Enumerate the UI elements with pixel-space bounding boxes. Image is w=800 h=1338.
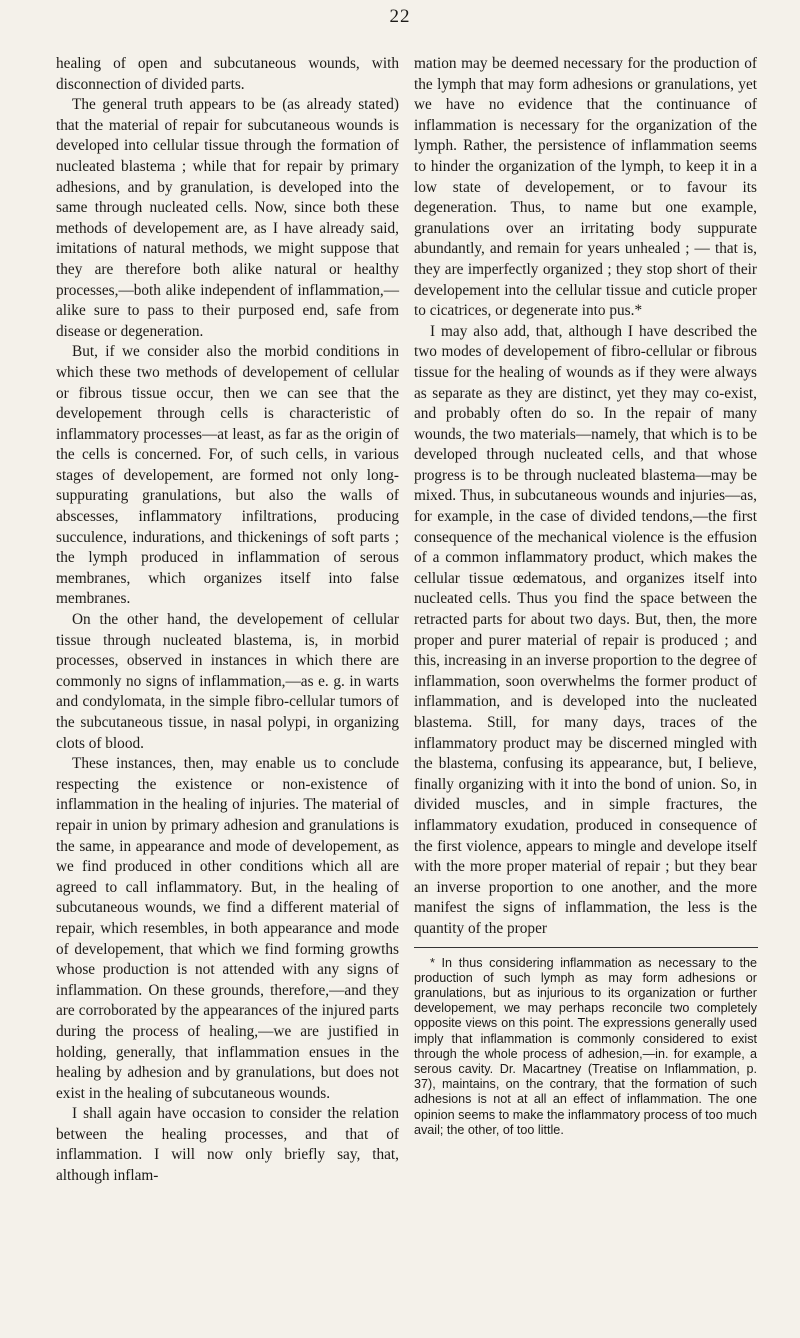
paragraph: On the other hand, the developement of cellular tissue through nucleated blastema, is, in morbid processes, observed in instances in which there are commonly no signs of inflammation,—as e. g. in warts and condylomata, in the simple fibro-cellular tumors of the subcutaneous tissue, in nasal polypi, in organizing clots of blood. [56,611,399,752]
footnote-divider [414,947,758,948]
paragraph: I may also add, that, although I have described the two modes of developement of fibro-cellular or fibrous tissue for the healing of wounds as if they were always as separate as they are distinct, yet they may co-exist, and probably often do so. In the repair of many wounds, the two materials—namely, that which is to be developed through nucleated cells, and that whose progress is to be through nucleated blastema—may be mixed. Thus, in subcutaneous wounds and injuries—as, for example, in the case of divided tendons,—the first consequence of the mechanical violence is the effusion of a common inflammatory product, which makes the cellular tissue œdematous, and organizes itself into nucleated cells. Thus you find the space between the retracted parts for about two days. But, then, the more proper and purer material of repair is produced ; and this, increasing in an inverse proportion to the degree of inflammation, soon overwhelms the former product of inflammation, and is developed into the nucleated blastema. Still, for many days, traces of the inflammatory product may be discerned mingled with the blastema, confusing its appearance, but, I believe, finally organizing with it into the bond of union. So, in divided muscles, and in simple fractures, the inflammatory exudation, produced in consequence of the first violence, appears to mingle and develope itself with the more proper material of repair ; but they bear an inverse proportion to one another, and the more manifest the signs of inflammation, the less is the quantity of the proper [414,322,757,937]
paragraph: healing of open and subcutaneous wounds, with disconnection of divided parts. [56,55,399,93]
paragraph: These instances, then, may enable us to conclude respecting the existence or non-existence of inflammation in the healing of injuries. The material of repair in union by primary adhesion and granulations is the same, in appearance and mode of developement, as we find produced in other conditions which all are agreed to call inflammatory. But, in the healing of subcutaneous wounds, we find a different material of repair, which resembles, in both appearance and mode of developement, that which we find forming growths whose production is not attended with any signs of inflammation. On these grounds, therefore,—and they are corroborated by the appearances of the injured parts during the process of healing,—we are justified in holding, generally, that inflammation ensues in the healing by adhesion and by granulations, but does not exist in the healing of subcutaneous wounds. [56,755,399,1102]
footnote-text: * In thus considering inflammation as necessary to the production of such lymph as may form adhesions or granulations, but as injurious to its organization or further developement, we may perhaps reconcile two completely opposite views on this point. The expressions generally used imply that inflammation is commonly considered to exist through the whole process of adhesion,—in. for example, a serous cavity. Dr. Macartney (Treatise on Inflammation, p. 37), maintains, on the contrary, that the formation of such adhesions is not at all an effect of inflammation. The one opinion seems to make the inflammatory process of too much avail; the other, of too little. [414,955,757,1137]
right-column [414,54,757,1138]
paragraph: mation may be deemed necessary for the production of the lymph that may form adhesions or granulations, yet we have no evidence that the continuance of inflammation is necessary for the organization of the lymph. Rather, the persistence of inflammation seems to hinder the organization of the lymph, to keep it in a low state of developement, or to favour its degeneration. Thus, to name but one example, granulations over an irritating body suppurate abundantly, and remain for years unhealed ; — that is, they are imperfectly organized ; they stop short of their developement into the cellular tissue and cuticle proper to cicatrices, or degenerate into pus.* [414,55,757,320]
paragraph: But, if we consider also the morbid conditions in which these two methods of developement of cellular or fibrous tissue occur, then we can see that the developement through cells is characteristic of inflammatory processes—at least, as far as the origin of the cells is concerned. For, of such cells, in various stages of developement, are formed not only long-suppurating granulations, but also the walls of abscesses, inflammatory infiltrations, producing succulence, indurations, and thickenings of soft parts ; the lymph produced in inflammation of serous membranes, which organizes itself into false membranes. [56,343,399,608]
paragraph: I shall again have occasion to consider the relation between the healing processes, and that of inflammation. I will now only briefly say, that, although inflam- [56,1105,399,1185]
left-column [56,54,399,1187]
footnote [414,956,757,1138]
page-number: 22 [389,6,411,27]
paragraph: The general truth appears to be (as already stated) that the material of repair for subcutaneous wounds is developed into cellular tissue through the formation of nucleated blastema ; while that for repair by primary adhesions, and by granulation, is developed into the same through nucleated cells. Now, since both these methods of developement are, as I have already said, imitations of natural methods, we might suppose that they are therefore both alike natural or healthy processes,—both alike independent of inflammation,—alike sure to pass to their purposed end, safe from disease or degeneration. [56,96,399,340]
